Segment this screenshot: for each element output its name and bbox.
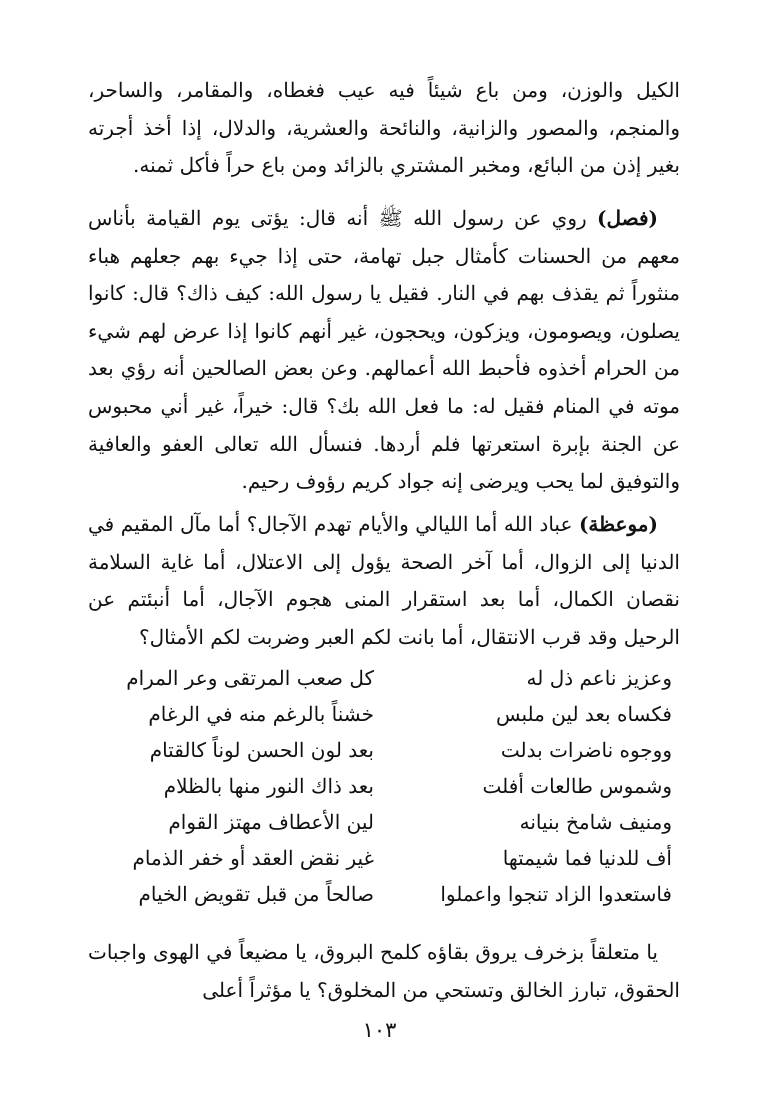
paragraph-4 [88, 934, 680, 1009]
verse-second-hemistich: كل صعب المرتقى وعر المرام [126, 666, 374, 690]
paragraph-1 [88, 72, 680, 185]
poem-verse [88, 660, 680, 696]
verse-second-hemistich: صالحاً من قبل تقويض الخيام [138, 882, 374, 906]
verse-first-hemistich: وعزيز ناعم ذل له [526, 666, 672, 690]
paragraph-fasl [88, 200, 680, 501]
verse-first-hemistich: أف للدنيا فما شيمتها [502, 846, 672, 870]
paragraph-4-text: يا متعلقاً بزخرف يروق بقاؤه كلمح البروق، يا مضيعاً في الهوى واجبات الحقوق، تبارز الخالق وتستحي من المخلوق؟ يا مؤثراً أعلى [88, 940, 680, 1002]
poem-verse [88, 840, 680, 876]
section-heading-mawiza: (موعظة) [578, 512, 658, 536]
paragraph-1-text: الكيل والوزن، ومن باع شيئاً فيه عيب فغطاه، والمقامر، والساحر، والمنجم، والمصور والزانية، والنائحة والعشرية، والدلال، إذا أخذ أجرته بغير إذن من البائع، ومخبر المشتري بالزائد ومن باع حراً فأكل ثمنه. [88, 78, 680, 178]
verse-first-hemistich: فاستعدوا الزاد تنجوا واعملوا [440, 882, 672, 906]
verse-second-hemistich: خشناً بالرغم منه في الرغام [148, 702, 374, 726]
poem-verse [88, 876, 680, 912]
paragraph-fasl-text: روي عن رسول الله ﷺ أنه قال: يؤتى يوم القيامة بأناس معهم من الحسنات كأمثال جبل تهامة، حتى إذا جيء بهم جعلهم هباء منثوراً ثم يقذف بهم في النار. فقيل يا رسول الله: كيف ذاك؟ قال: كانوا يصلون، ويصومون، ويزكون، ويحجون، غير أنهم كانوا إذا عرض لهم شيء من الحرام أخذوه فأحبط الله أعمالهم. وعن بعض الصالحين أنه رؤي بعد موته في المنام فقيل له: ما فعل الله بك؟ قال: خيراً، غير أني محبوس عن الجنة بإبرة استعرتها فلم أردها. فنسأل الله تعالى العفو والعافية والتوفيق لما يحب ويرضى إنه جواد كريم رؤوف رحيم. [88, 206, 680, 494]
verse-first-hemistich: ووجوه ناضرات بدلت [500, 738, 672, 762]
verse-second-hemistich: لين الأعطاف مهتز القوام [168, 810, 374, 834]
paragraph-mawiza-text: عباد الله أما الليالي والأيام تهدم الآجال؟ أما مآل المقيم في الدنيا إلى الزوال، أما آخر الصحة يؤول إلى الاعتلال، أما غاية السلامة نقصان الكمال، أما بعد استقرار المنى هجوم الآجال، أما أنبئتم عن الرحيل وقد قرب الانتقال، أما بانت لكم العبر وضربت لكم الأمثال؟ [88, 512, 680, 649]
verse-first-hemistich: ومنيف شامخ بنيانه [519, 810, 672, 834]
poem [88, 660, 680, 912]
poem-verse [88, 732, 680, 768]
section-heading-fasl: (فصل) [597, 206, 659, 230]
verse-second-hemistich: بعد لون الحسن لوناً كالقتام [149, 738, 374, 762]
verse-first-hemistich: وشموس طالعات أفلت [482, 774, 672, 798]
verse-first-hemistich: فكساه بعد لين ملبس [495, 702, 672, 726]
paragraph-mawiza [88, 506, 680, 656]
poem-verse [88, 696, 680, 732]
poem-verse [88, 768, 680, 804]
poem-verse [88, 804, 680, 840]
verse-second-hemistich: بعد ذاك النور منها بالظلام [163, 774, 374, 798]
verse-second-hemistich: غير نقض العقد أو خفر الذمام [132, 846, 374, 870]
page-number: ١٠٣ [362, 1018, 397, 1042]
